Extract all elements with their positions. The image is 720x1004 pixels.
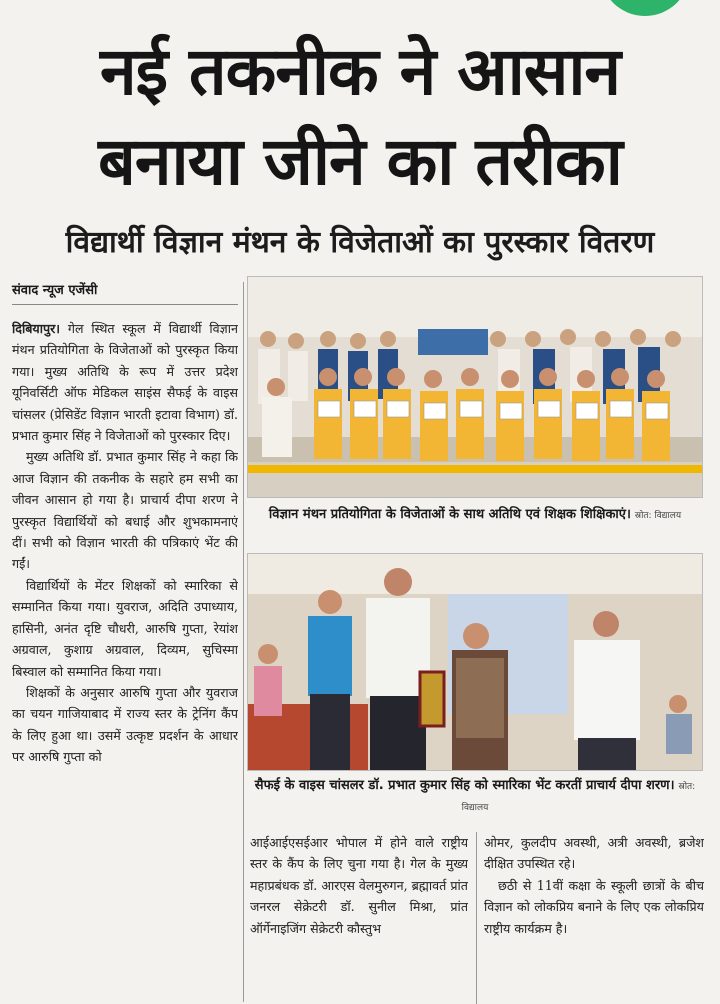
photo1-caption-text: विज्ञान मंथन प्रतियोगिता के विजेताओं के साथ अतिथि एवं शिक्षक शिक्षिकाएं।	[268, 507, 631, 522]
column-divider-bottom	[476, 832, 477, 1004]
paragraph-1	[12, 318, 238, 446]
paragraph-7: छठी से 11वीं कक्षा के स्कूली छात्रों के बीच विज्ञान को लोकप्रिय बनाने के लिए एक लोकप्रिय राष्ट्रीय कार्यक्रम है।	[484, 877, 704, 936]
article-column-bottom-2	[484, 832, 704, 1004]
photo2-caption-text: सैफई के वाइस चांसलर डॉ. प्रभात कुमार सिंह को स्मारिका भेंट करतीं प्राचार्य दीपा शरण।	[254, 778, 675, 793]
subheadline: विद्यार्थी विज्ञान मंथन के विजेताओं का पुरस्कार वितरण	[65, 225, 655, 260]
photo1-caption	[250, 505, 700, 526]
paragraph-3: विद्यार्थियों के मेंटर शिक्षकों को स्मारिका से सम्मानित किया गया। युवराज, अदिति उपाध्याय, हासिनी, अनंत दृष्टि चौधरी, आरुषि गुप्ता, रेयांश अग्रवाल, कुशाग्र अग्रवाल, दिव्यम, सुचिस्मा बिस्वाल को सम्मानित किया गया।	[12, 577, 238, 679]
column-divider	[243, 282, 244, 1002]
photo2-credit: स्रोत: विद्यालय	[461, 782, 696, 813]
article-column-bottom-1	[250, 832, 468, 1004]
paragraph-5: आईआईएसईआर भोपाल में होने वाले राष्ट्रीय स्तर के कैंप के लिए चुना गया है। गेल के मुख्य महाप्रबंधक डॉ. आरएस वेलमुरुगन, ब्रह्मावर्त प्रांत जनरल सेक्रेटरी डॉ. सुनील मिश्रा, प्रांत ऑर्गेनाइजिंग सेक्रेटरी कौस्तुभ	[250, 835, 468, 936]
paragraph-2: मुख्य अतिथि डॉ. प्रभात कुमार सिंह ने कहा कि आज विज्ञान की तकनीक के सहारे हम सभी का जीवन आसान हो गया है। प्राचार्य दीपा शरण ने पुरस्कृत विद्यार्थियों को बधाई और शुभकामनाएं दीं। सभी को विज्ञान भारती की पत्रिकाएं भेंट की गईं।	[12, 449, 238, 572]
group-photo-illustration	[248, 277, 703, 498]
group-photo	[247, 276, 703, 498]
byline: संवाद न्यूज एजेंसी	[12, 282, 238, 305]
memento-photo-illustration	[248, 554, 703, 771]
logo-badge-fragment	[600, 0, 690, 16]
headline-line-1: नई तकनीक ने आसान	[99, 33, 621, 110]
paragraph-4: शिक्षकों के अनुसार आरुषि गुप्ता और युवराज का चयन गाजियाबाद में राज्य स्तर के ट्रेनिंग कैंप के लिए हुआ था। उसमें उत्कृष्ट प्रदर्शन के आधार पर आरुषि गुप्ता को	[12, 684, 238, 765]
paragraph-1-text: गेल स्थित स्कूल में विद्यार्थी विज्ञान मंथन प्रतियोगिता के विजेताओं को पुरस्कृत किया गया। मुख्य अतिथि के रूप में उत्तर प्रदेश यूनिवर्सिटी ऑफ मेडिकल साइंस सैफई के वाइस चांसलर (प्रेसिडेंट विज्ञान भारती इटावा विभाग) डॉ. प्रभात कुमार सिंह ने विजेताओं को पुरस्कार दिए।	[12, 321, 238, 444]
memento-photo	[247, 553, 703, 771]
article-column-left	[12, 318, 238, 1004]
photo2-caption	[250, 776, 700, 818]
photo1-credit: स्रोत: विद्यालय	[634, 511, 682, 521]
paragraph-6: ओमर, कुलदीप अवस्थी, अत्री अवस्थी, ब्रजेश दीक्षित उपस्थित रहे।	[484, 835, 704, 872]
headline-line-2: बनाया जीने का तरीका	[98, 123, 622, 200]
dateline: दिबियापुर।	[12, 321, 61, 336]
